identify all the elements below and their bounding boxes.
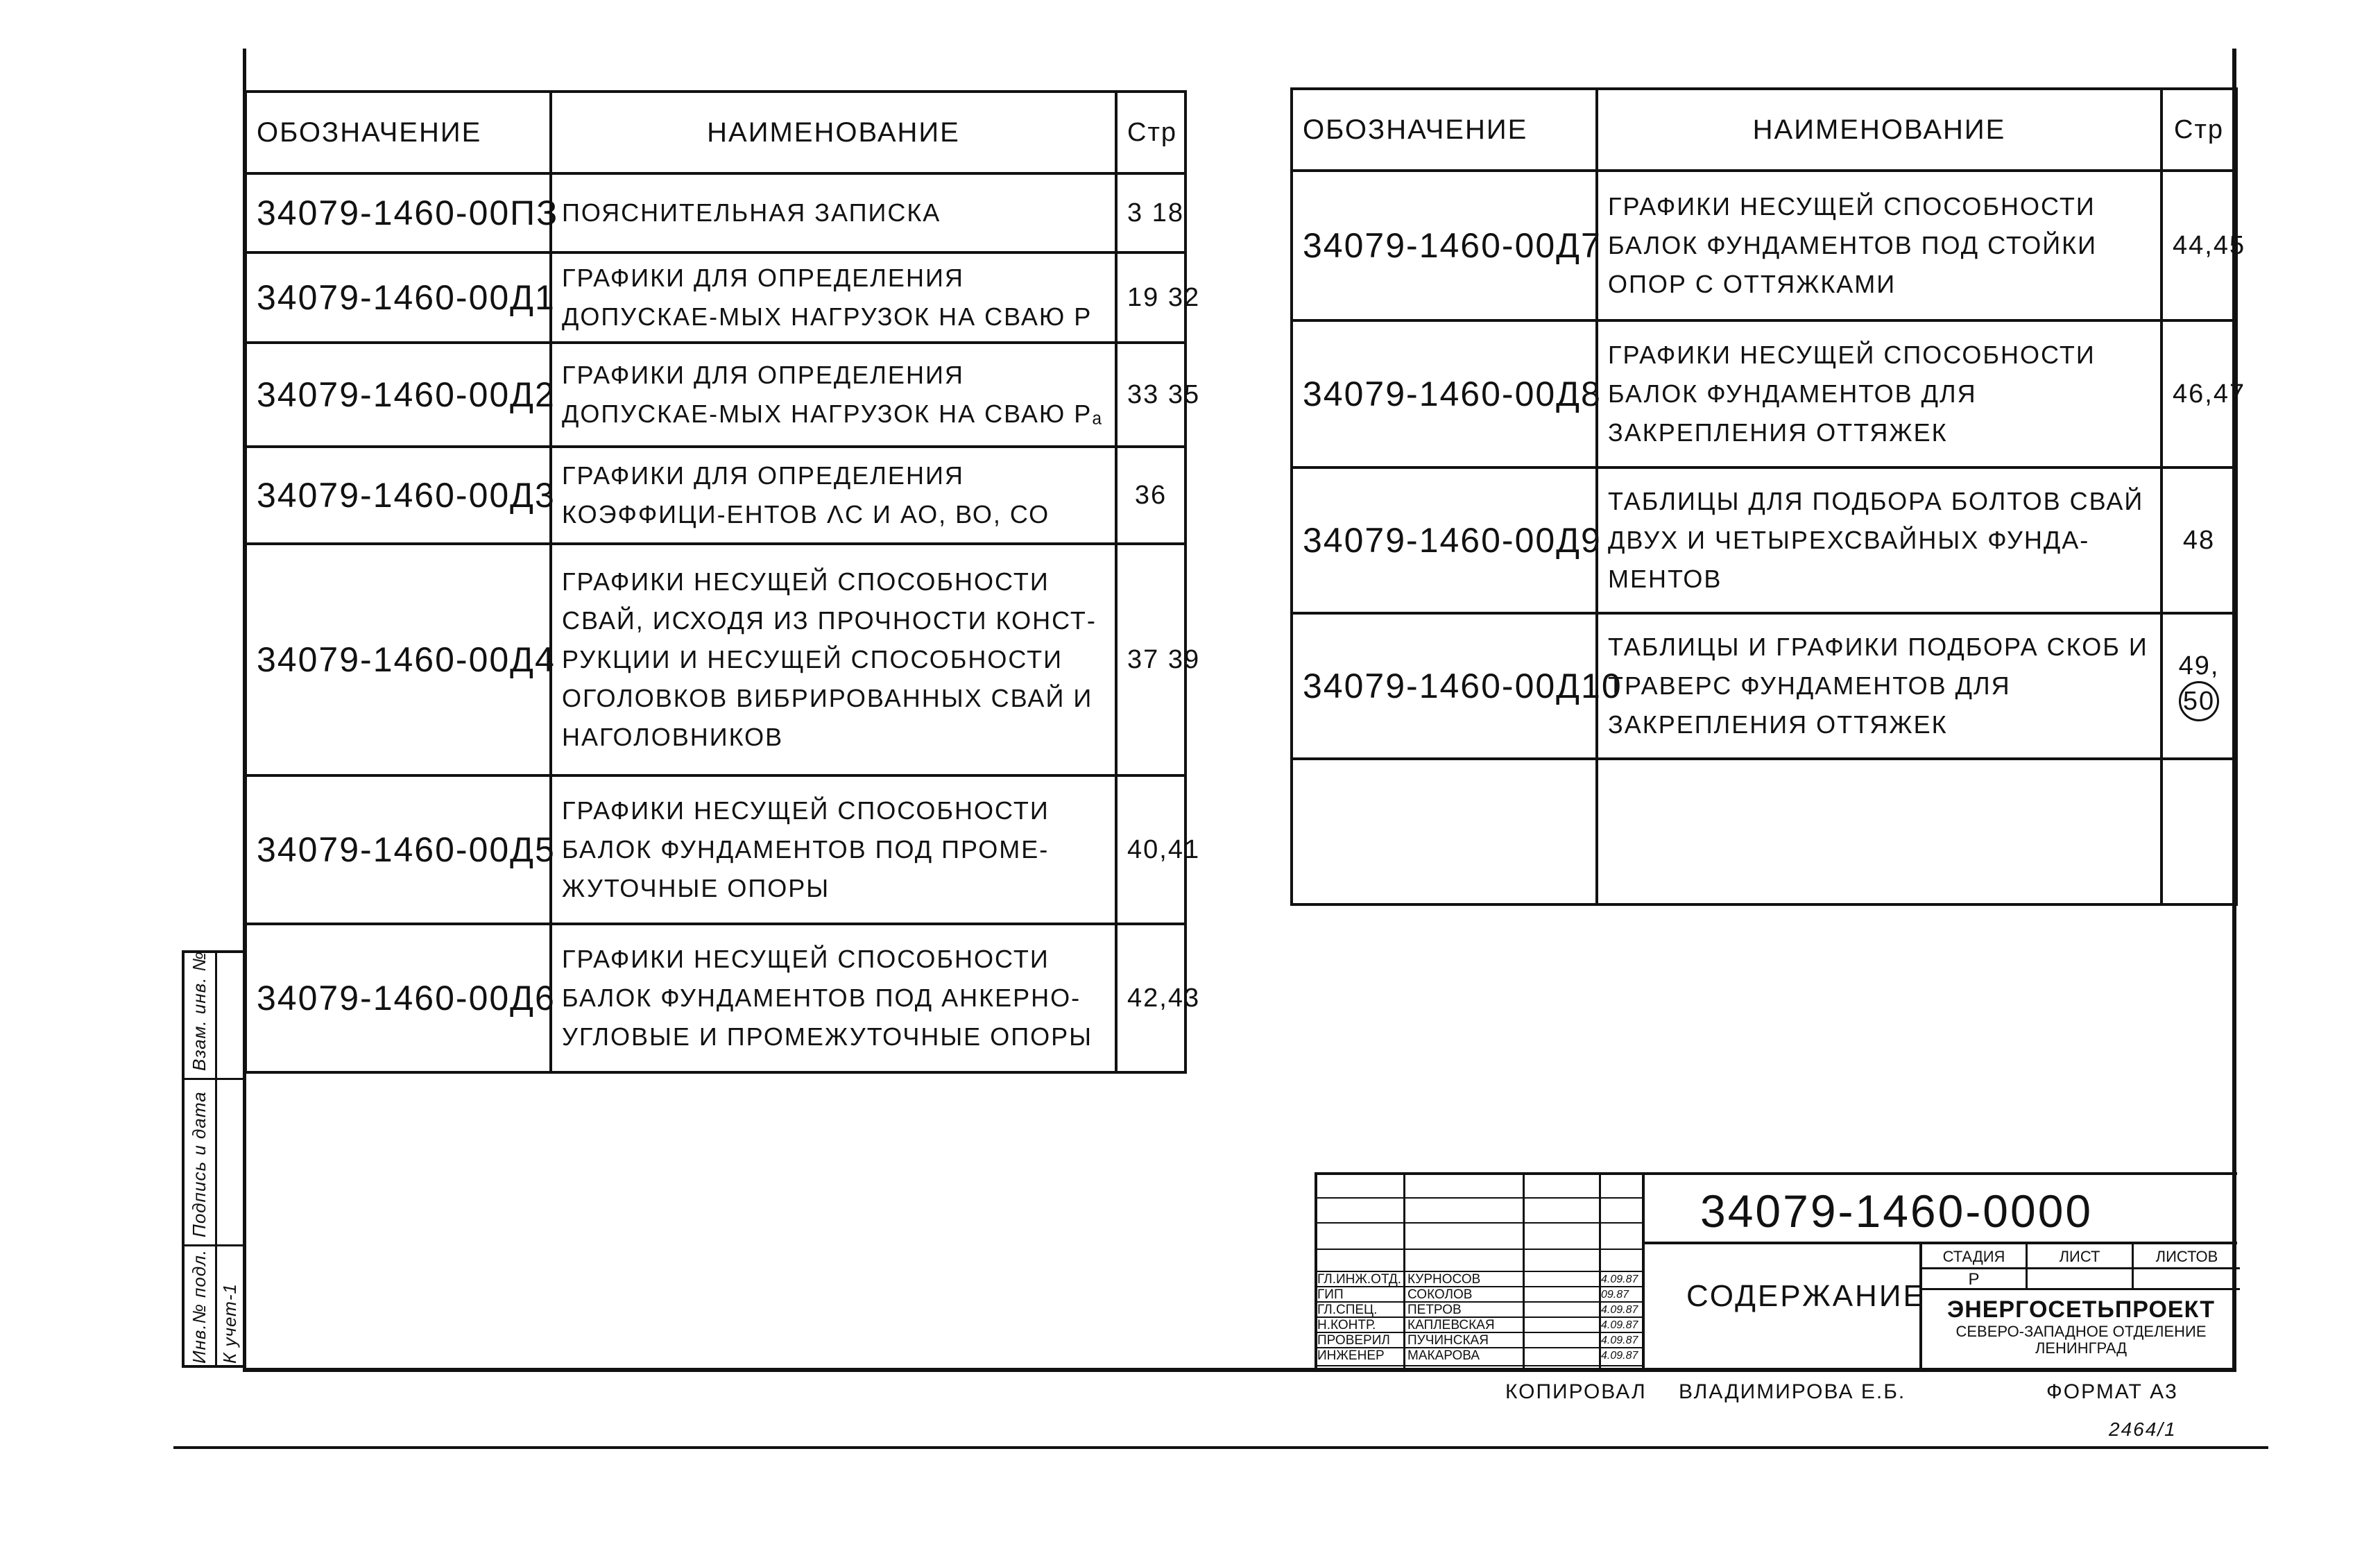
- signature-role: ИНЖЕНЕР: [1317, 1348, 1385, 1363]
- row-code: 34079-1460-00Д3: [246, 447, 551, 544]
- title-block: [1315, 1172, 2237, 1370]
- row-page: 46,47: [2161, 320, 2236, 468]
- table-row: [1292, 468, 2236, 613]
- stage-label: СТАДИЯ: [1922, 1244, 2028, 1269]
- row-page: 19 32: [1116, 252, 1185, 343]
- row-page: 44,45: [2161, 171, 2236, 320]
- sheet-value: [2028, 1269, 2134, 1290]
- row-name: ГРАФИКИ ДЛЯ ОПРЕДЕЛЕНИЯ КОЭФФИЦИ-ЕНТОВ ΛС И АО, ВО, СО: [551, 447, 1116, 544]
- original-inventory-value: К учет-1: [219, 1283, 240, 1364]
- signature-role: ПРОВЕРИЛ: [1317, 1333, 1390, 1348]
- original-inventory-label: Инв.№ подл.: [189, 1249, 209, 1364]
- signature-grid: [1315, 1172, 1642, 1370]
- sign-date-label: Подпись и дата: [189, 1091, 209, 1237]
- table-row: [1292, 320, 2236, 468]
- signature-person: КУРНОСОВ: [1407, 1272, 1481, 1287]
- header-designation: ОБОЗНАЧЕНИЕ: [246, 92, 551, 173]
- row-name: ПОЯСНИТЕЛЬНАЯ ЗАПИСКА: [551, 173, 1116, 252]
- signature-row: [1315, 1286, 1642, 1301]
- signature-row: [1315, 1332, 1642, 1347]
- row-name: ТАБЛИЦЫ ДЛЯ ПОДБОРА БОЛТОВ СВАЙ ДВУХ И ЧЕТЫРЕХСВАЙНЫХ ФУНДА-МЕНТОВ: [1597, 468, 2161, 613]
- row-code: 34079-1460-00Д7: [1292, 171, 1597, 320]
- table-row: [246, 173, 1185, 252]
- side-stamp-divider: [185, 1078, 243, 1080]
- signature-date: 4.09.87: [1601, 1319, 1638, 1331]
- header-page: Стр: [1116, 92, 1185, 173]
- signature-row: [1315, 1301, 1642, 1316]
- signature-row: [1315, 1347, 1642, 1366]
- header-page: Стр: [2161, 89, 2236, 171]
- header-designation: ОБОЗНАЧЕНИЕ: [1292, 89, 1597, 171]
- signature-date: 4.09.87: [1601, 1350, 1638, 1362]
- row-code: 34079-1460-00Д4: [246, 544, 551, 775]
- sheet-trim-line: [173, 1446, 2268, 1449]
- row-page: [2161, 613, 2236, 759]
- signature-person: КАПЛЕВСКАЯ: [1407, 1318, 1495, 1332]
- row-code: [1292, 759, 1597, 904]
- row-code: 34079-1460-00Д10: [1292, 613, 1597, 759]
- header-name: НАИМЕНОВАНИЕ: [551, 92, 1116, 173]
- row-page: 33 35: [1116, 343, 1185, 447]
- table-row: [246, 924, 1185, 1072]
- signature-date: 4.09.87: [1601, 1273, 1638, 1285]
- header-name: НАИМЕНОВАНИЕ: [1597, 89, 2161, 171]
- signature-row: [1315, 1271, 1642, 1286]
- signature-person: СОКОЛОВ: [1407, 1287, 1473, 1302]
- sheets-label: ЛИСТОВ: [2134, 1244, 2240, 1269]
- copied-label: КОПИРОВАЛ: [1505, 1380, 1647, 1403]
- row-code: 34079-1460-00Д8: [1292, 320, 1597, 468]
- signature-date: 4.09.87: [1601, 1304, 1638, 1316]
- signature-person: ПЕТРОВ: [1407, 1303, 1462, 1317]
- row-name: ГРАФИКИ НЕСУЩЕЙ СПОСОБНОСТИ БАЛОК ФУНДАМЕНТОВ ПОД ПРОМЕ-ЖУТОЧНЫЕ ОПОРЫ: [551, 775, 1116, 924]
- circled-page-number: 50: [2179, 681, 2219, 721]
- contents-table-right: [1290, 87, 2246, 906]
- organization-branch: СЕВЕРО-ЗАПАДНОЕ ОТДЕЛЕНИЕ: [1955, 1323, 2207, 1340]
- row-name: [1597, 759, 2161, 904]
- signature-role: ГЛ.ИНЖ.ОТД.: [1317, 1272, 1402, 1287]
- row-page: 3 18: [1116, 173, 1185, 252]
- contents-table-left: [244, 90, 1201, 1074]
- row-name: ТАБЛИЦЫ И ГРАФИКИ ПОДБОРА СКОБ И ТРАВЕРС ФУНДАМЕНТОВ ДЛЯ ЗАКРЕПЛЕНИЯ ОТТЯЖЕК: [1597, 613, 2161, 759]
- document-title: СОДЕРЖАНИЕ: [1686, 1279, 1926, 1313]
- organization-name: ЭНЕРГОСЕТЬПРОЕКТ: [1947, 1296, 2215, 1323]
- row-code: 34079-1460-00ПЗ: [246, 173, 551, 252]
- table-row: [1292, 171, 2236, 320]
- table-header: [246, 92, 1185, 173]
- archive-number: 2464/1: [2109, 1418, 2177, 1440]
- table-row: [246, 447, 1185, 544]
- table-row: [246, 544, 1185, 775]
- grid-line: [1315, 1249, 1642, 1264]
- stage-value: Р: [1922, 1269, 2028, 1290]
- sheet-label: ЛИСТ: [2028, 1244, 2134, 1269]
- row-page: 37 39: [1116, 544, 1185, 775]
- signature-role: Н.КОНТР.: [1317, 1318, 1376, 1332]
- row-name: ГРАФИКИ НЕСУЩЕЙ СПОСОБНОСТИ СВАЙ, ИСХОДЯ ИЗ ПРОЧНОСТИ КОНСТ-РУКЦИИ И НЕСУЩЕЙ СПОСОБНОСТИ ОГОЛОВКОВ ВИБРИРОВАННЫХ СВАЙ И НАГОЛОВНИКОВ: [551, 544, 1116, 775]
- table-row: [246, 775, 1185, 924]
- table-header: [1292, 89, 2236, 171]
- title-cell: [1642, 1244, 1926, 1370]
- signature-date: 09.87: [1601, 1289, 1629, 1301]
- signature-date: 4.09.87: [1601, 1335, 1638, 1346]
- signature-row: [1315, 1316, 1642, 1332]
- meta-cell: [1919, 1244, 2237, 1370]
- page-number: 49,: [2178, 651, 2220, 680]
- row-name: ГРАФИКИ НЕСУЩЕЙ СПОСОБНОСТИ БАЛОК ФУНДАМЕНТОВ ДЛЯ ЗАКРЕПЛЕНИЯ ОТТЯЖЕК: [1597, 320, 2161, 468]
- side-stamp: [182, 950, 246, 1368]
- table-row: [246, 252, 1185, 343]
- row-code: 34079-1460-00Д1: [246, 252, 551, 343]
- table-row-empty: [1292, 759, 2236, 904]
- row-code: 34079-1460-00Д6: [246, 924, 551, 1072]
- row-name: ГРАФИКИ НЕСУЩЕЙ СПОСОБНОСТИ БАЛОК ФУНДАМЕНТОВ ПОД СТОЙКИ ОПОР С ОТТЯЖКАМИ: [1597, 171, 2161, 320]
- table-row: [246, 343, 1185, 447]
- row-code: 34079-1460-00Д2: [246, 343, 551, 447]
- grid-line: [1315, 1197, 1642, 1212]
- row-page: 40,41: [1116, 775, 1185, 924]
- copier-name: ВЛАДИМИРОВА Е.Б.: [1679, 1380, 1906, 1403]
- row-page: 36: [1116, 447, 1185, 544]
- row-name: ГРАФИКИ ДЛЯ ОПРЕДЕЛЕНИЯ ДОПУСКАЕ-МЫХ НАГРУЗОК НА СВАЮ Р: [551, 252, 1116, 343]
- grid-line: [1315, 1222, 1642, 1237]
- signature-role: ГЛ.СПЕЦ.: [1317, 1303, 1378, 1317]
- row-page: [2161, 759, 2236, 904]
- row-page: 48: [2161, 468, 2236, 613]
- row-code: 34079-1460-00Д5: [246, 775, 551, 924]
- grid-line: [1315, 1172, 1642, 1187]
- document-number: 34079-1460-0000: [1700, 1185, 2094, 1237]
- table-row: [1292, 613, 2236, 759]
- sheets-value: [2134, 1269, 2240, 1290]
- signature-person: МАКАРОВА: [1407, 1348, 1480, 1363]
- signature-role: ГИП: [1317, 1287, 1344, 1302]
- signature-person: ПУЧИНСКАЯ: [1407, 1333, 1489, 1348]
- replace-inventory-label: Взам. инв. №: [189, 951, 209, 1071]
- row-page: 42,43: [1116, 924, 1185, 1072]
- document-number-cell: [1642, 1172, 2237, 1244]
- organization: [1922, 1290, 2240, 1370]
- sheet-format: ФОРМАТ А3: [2046, 1380, 2178, 1403]
- row-name: ГРАФИКИ ДЛЯ ОПРЕДЕЛЕНИЯ ДОПУСКАЕ-МЫХ НАГРУЗОК НА СВАЮ Рₐ: [551, 343, 1116, 447]
- side-stamp-divider: [185, 1244, 243, 1246]
- organization-city: ЛЕНИНГРАД: [2035, 1339, 2128, 1357]
- row-code: 34079-1460-00Д9: [1292, 468, 1597, 613]
- row-name: ГРАФИКИ НЕСУЩЕЙ СПОСОБНОСТИ БАЛОК ФУНДАМЕНТОВ ПОД АНКЕРНО-УГЛОВЫЕ И ПРОМЕЖУТОЧНЫЕ ОПОРЫ: [551, 924, 1116, 1072]
- frame-gap: [378, 80, 427, 85]
